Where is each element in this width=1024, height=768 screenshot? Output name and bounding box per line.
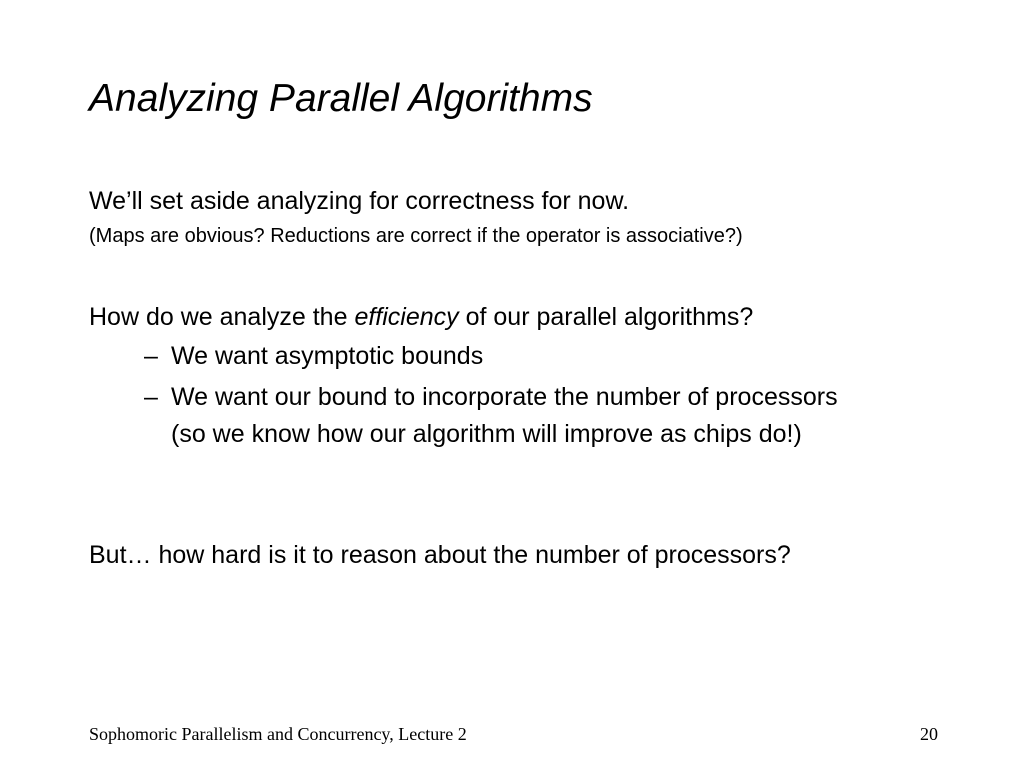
slide-title: Analyzing Parallel Algorithms <box>89 77 593 120</box>
bullet-marker: – <box>144 342 158 370</box>
intro-note: (Maps are obvious? Reductions are correct if the operator is associative?) <box>89 225 743 247</box>
bullet-item <box>144 341 483 371</box>
question-after: of our parallel algorithms? <box>458 303 754 331</box>
bullet-item <box>144 382 838 412</box>
bullet-text: We want asymptotic bounds <box>171 342 484 370</box>
page-number: 20 <box>920 724 938 744</box>
footer-course-lecture: Sophomoric Parallelism and Concurrency, Lecture 2 <box>89 724 467 744</box>
question-emphasis: efficiency <box>354 303 459 331</box>
question-line <box>89 302 753 332</box>
intro-line: We’ll set aside analyzing for correctness for now. <box>89 187 630 215</box>
bullet-text: We want our bound to incorporate the number of processors <box>171 383 838 411</box>
bullet-marker: – <box>144 383 158 411</box>
question-before: How do we analyze the <box>89 303 355 331</box>
closing-question: But… how hard is it to reason about the number of processors? <box>89 541 791 569</box>
bullet-continuation: (so we know how our algorithm will improve as chips do!) <box>171 420 802 448</box>
